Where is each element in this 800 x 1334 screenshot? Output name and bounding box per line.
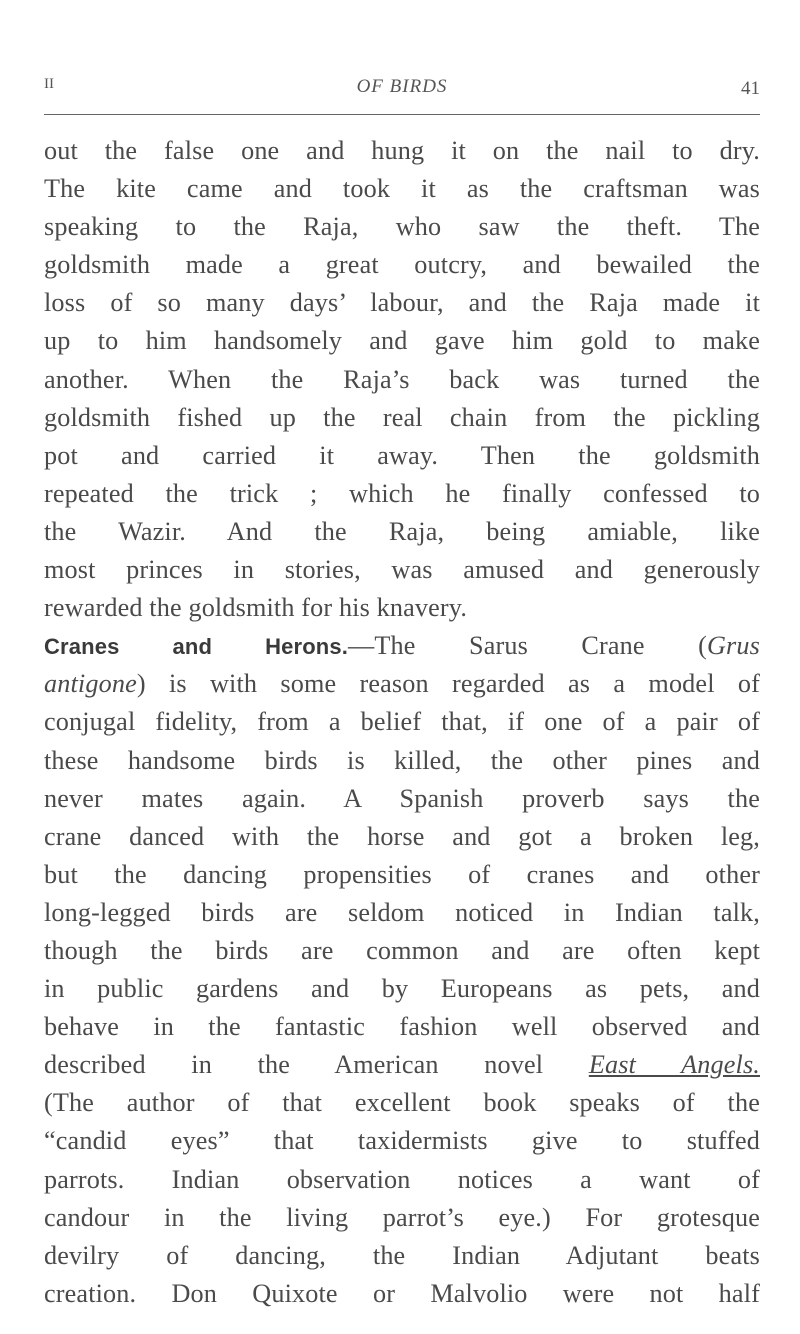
text-line: candour in the living parrot’s eye.) For grotesque [44, 1202, 760, 1232]
text-line: but the dancing propensities of cranes and other [44, 859, 760, 889]
text-line: loss of so many days’ labour, and the Raja made it [44, 288, 760, 318]
running-title: OF BIRDS [356, 76, 448, 97]
chapter-number: II [44, 76, 54, 92]
text-line: repeated the trick ; which he finally confessed to [44, 478, 760, 508]
text-line: another. When the Raja’s back was turned the [44, 364, 760, 394]
text-line: rewarded the goldsmith for his knavery. [44, 593, 468, 623]
body-text [44, 132, 760, 1313]
text-line: the Wazir. And the Raja, being amiable, like [44, 516, 760, 546]
text-line: though the birds are common and are often kept [44, 935, 760, 965]
section-heading-line: Cranes and Herons.—The Sarus Crane (Grus [44, 631, 760, 661]
text-line: creation. Don Quixote or Malvolio were not half [44, 1278, 760, 1308]
text-line: in public gardens and by Europeans as pets, and [44, 974, 760, 1004]
book-title: East Angels. [588, 1050, 760, 1080]
text-line: The kite came and took it as the craftsman was [44, 174, 760, 204]
text-line: long-legged birds are seldom noticed in Indian talk, [44, 897, 760, 927]
text-line: “candid eyes” that taxidermists give to stuffed [44, 1126, 760, 1156]
running-header [44, 76, 760, 104]
page-number: 41 [741, 78, 760, 99]
text-line: conjugal fidelity, from a belief that, if one of a pair of [44, 707, 760, 737]
text-line: crane danced with the horse and got a broken leg, [44, 821, 760, 851]
text-line: up to him handsomely and gave him gold to make [44, 326, 760, 356]
text-line: goldsmith made a great outcry, and bewailed the [44, 250, 760, 280]
text-line: out the false one and hung it on the nail to dry. [44, 136, 760, 165]
text-line: behave in the fantastic fashion well observed and [44, 1012, 760, 1042]
text-line: pot and carried it away. Then the goldsmith [44, 440, 760, 470]
section-heading: Cranes and Herons. [44, 634, 349, 660]
text-line: (The author of that excellent book speaks of the [44, 1088, 760, 1118]
text-line: parrots. Indian observation notices a want of [44, 1164, 760, 1194]
text-line: most princes in stories, was amused and generously [44, 555, 760, 585]
text-line: goldsmith fished up the real chain from the pickling [44, 402, 760, 432]
header-rule [44, 114, 760, 115]
text-line: antigone) is with some reason regarded as a model of [44, 669, 760, 699]
text-line: described in the American novel East Angels. [44, 1050, 760, 1080]
text-line: devilry of dancing, the Indian Adjutant beats [44, 1240, 760, 1270]
text-line: speaking to the Raja, who saw the theft. The [44, 212, 760, 242]
text-line: these handsome birds is killed, the other pines and [44, 745, 760, 775]
text-line: never mates again. A Spanish proverb says the [44, 783, 760, 813]
